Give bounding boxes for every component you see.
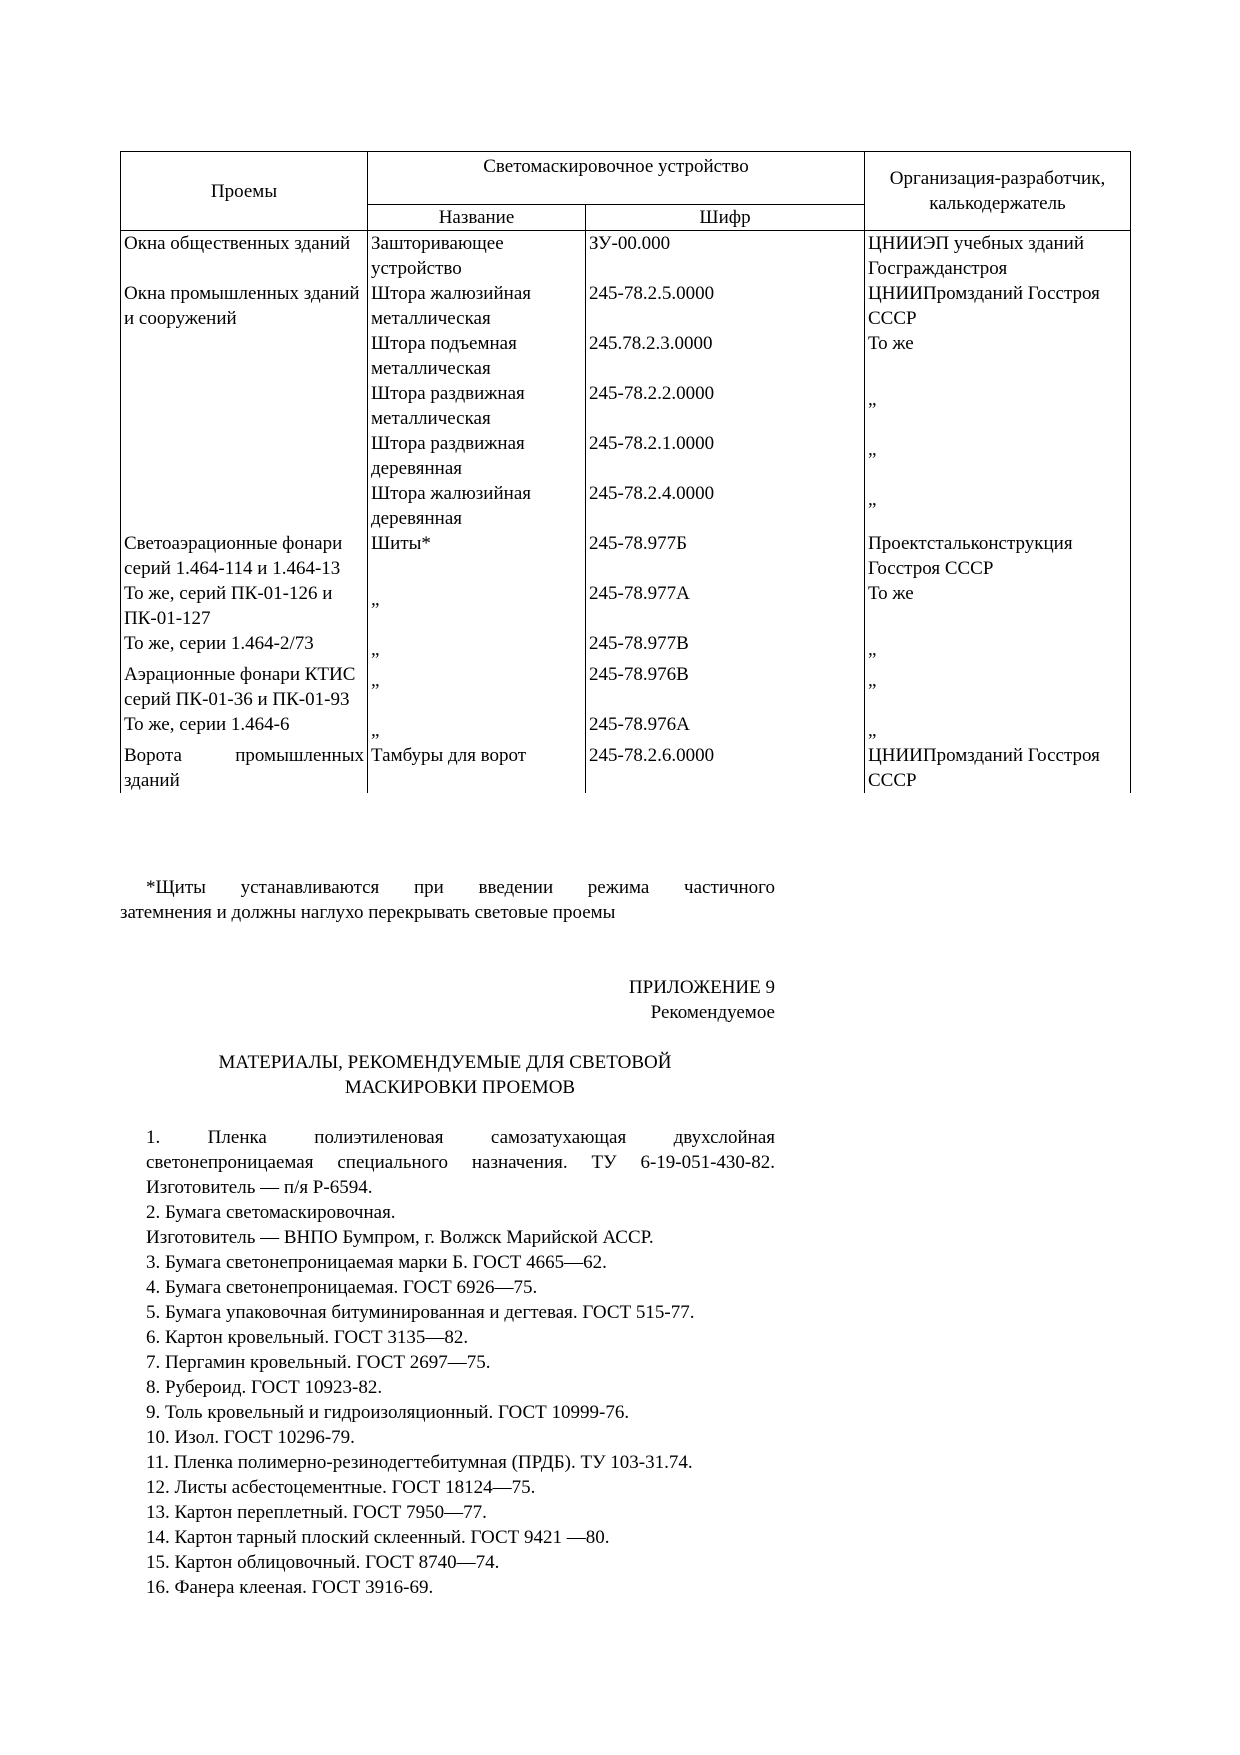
list-item: 8. Рубероид. ГОСТ 10923-82. [146,1377,383,1398]
ditto-mark: „ [868,389,877,410]
cell-opening: Окна промышленных зданий и сооружений [121,281,368,331]
cell-org [865,712,1131,743]
list-item: 16. Фанера клееная. ГОСТ 3916-69. [146,1577,434,1598]
list-item: 6. Картон кровельный. ГОСТ 3135—82. [146,1327,469,1348]
cell-name: Штора жалюзийная металлическая [368,281,586,331]
cell-code: 245-78.2.4.0000 [586,481,865,531]
header-org: Организация-разработчик, калькодержатель [865,152,1131,231]
cell-name: Штора раздвижная металлическая [368,381,586,431]
ditto-mark: „ [371,720,380,741]
table-row [121,631,1131,662]
list-item: 11. Пленка полимерно-резинодегтебитумная (ПРДБ). ТУ 103-31.74. [146,1452,693,1473]
cell-opening [121,431,368,481]
cell-code: 245-78.977Б [586,531,865,581]
list-item: 4. Бумага светонепроницаемая. ГОСТ 6926—75. [146,1277,538,1298]
header-openings: Проемы [121,152,368,231]
blackout-devices-table [120,151,1131,793]
cell-opening [121,381,368,431]
cell-code: 245-78.977А [586,581,865,631]
table-row [121,381,1131,431]
cell-name: Штора жалюзийная деревянная [368,481,586,531]
list-item: 3. Бумага светонепроницаемая марки Б. ГОСТ 4665—62. [146,1252,607,1273]
list-item-line: 1. Пленка полиэтиленовая самозатухающая двухслойная [146,1127,775,1148]
cell-org [865,381,1131,431]
list-item: 15. Картон облицовочный. ГОСТ 8740—74. [146,1552,500,1573]
cell-code: 245-78.977В [586,631,865,662]
appendix-label [120,975,775,1025]
list-item [120,1125,775,1200]
table-row [121,281,1131,331]
cell-name: Шиты* [368,531,586,581]
cell-opening: Светоаэрационные фонари серий 1.464-114 и 1.464-13 [121,531,368,581]
cell-org: То же [865,581,1131,631]
cell-code: 245.78.2.3.0000 [586,331,865,381]
cell-org: То же [865,331,1131,381]
cell-opening: Окна общественных зданий [121,231,368,282]
cell-opening [121,481,368,531]
appendix-subtitle: Рекомендуемое [650,1002,775,1023]
cell-opening: То же, серий ПК-01-126 и ПК-01-127 [121,581,368,631]
ditto-mark: „ [868,489,877,510]
appendix-title: ПРИЛОЖЕНИЕ 9 [628,977,775,998]
table-row [121,662,1131,712]
table-row [121,231,1131,282]
cell-opening [121,743,368,793]
cell-code: 245-78.2.2.0000 [586,381,865,431]
cell-code: 245-78.2.5.0000 [586,281,865,331]
cell-org [865,431,1131,481]
table-row [121,431,1131,481]
list-item-line: светонепроницаемая специального назначения. ТУ 6-19-051-430-82. [146,1152,775,1173]
list-item: 13. Картон переплетный. ГОСТ 7950—77. [146,1502,487,1523]
cell-org [865,481,1131,531]
ditto-mark: „ [371,589,380,610]
table-row [121,531,1131,581]
ditto-mark: „ [868,720,877,741]
header-name: Название [368,205,586,231]
cell-opening-line2: зданий [124,770,180,791]
cell-name: Штора подъемная металлическая [368,331,586,381]
list-item: Изготовитель — ВНПО Бумпром, г. Волжск Марийской АССР. [146,1227,654,1248]
cell-code: 245-78.976А [586,712,865,743]
cell-opening [121,331,368,381]
cell-opening-line1: Ворота промышленных [124,745,364,766]
cell-org: ЦНИИПромзданий Госстроя СССР [865,743,1131,793]
table-row [121,581,1131,631]
list-item: 9. Толь кровельный и гидроизоляционный. ГОСТ 10999-76. [146,1402,630,1423]
cell-name: Тамбуры для ворот [368,743,586,793]
list-item: 5. Бумага упаковочная битуминированная и дегтевая. ГОСТ 515-77. [146,1302,695,1323]
cell-opening: То же, серии 1.464-2/73 [121,631,368,662]
table-row [121,712,1131,743]
footnote-line2: затемнения и должны наглухо перекрывать световые проемы [120,902,616,923]
cell-name [368,581,586,631]
table-row [121,743,1131,793]
cell-org [865,631,1131,662]
cell-org [865,662,1131,712]
section-heading [120,1050,800,1100]
list-item: 2. Бумага светомаскировочная. [146,1202,396,1223]
footnote-line1: *Щиты устанавливаются при введении режима частичного [146,877,775,898]
cell-opening: Аэрационные фонари КТИС серий ПК-01-36 и ПК-01-93 [121,662,368,712]
cell-name [368,712,586,743]
ditto-mark: „ [371,639,380,660]
list-item: 14. Картон тарный плоский склеенный. ГОСТ 9421 —80. [146,1527,610,1548]
cell-org: Проектстальконструкция Госстроя СССР [865,531,1131,581]
cell-code: 245-78.2.6.0000 [586,743,865,793]
heading-line2: МАСКИРОВКИ ПРОЕМОВ [344,1077,576,1098]
cell-name: Штора раздвижная деревянная [368,431,586,481]
cell-code: ЗУ-00.000 [586,231,865,282]
table-footnote [120,875,775,925]
cell-name [368,662,586,712]
list-item-line: Изготовитель — п/я Р-6594. [146,1177,373,1198]
header-code: Шифр [586,205,865,231]
header-device: Светомаскировочное устройство [368,152,865,205]
ditto-mark: „ [371,670,380,691]
ditto-mark: „ [868,439,877,460]
cell-name: Зашторивающее устройство [368,231,586,282]
table-row [121,331,1131,381]
cell-org: ЦНИИПромзданий Госстроя СССР [865,281,1131,331]
list-item: 12. Листы асбестоцементные. ГОСТ 18124—75. [146,1477,536,1498]
ditto-mark: „ [868,670,877,691]
heading-line1: МАТЕРИАЛЫ, РЕКОМЕНДУЕМЫЕ ДЛЯ СВЕТОВОЙ [218,1052,672,1073]
cell-code: 245-78.2.1.0000 [586,431,865,481]
ditto-mark: „ [868,639,877,660]
table-row [121,481,1131,531]
cell-name [368,631,586,662]
cell-opening: То же, серии 1.464-6 [121,712,368,743]
list-item: 10. Изол. ГОСТ 10296-79. [146,1427,355,1448]
cell-org: ЦНИИЭП учебных зданий Госгражданстроя [865,231,1131,282]
list-item: 7. Пергамин кровельный. ГОСТ 2697—75. [146,1352,491,1373]
materials-list [120,1125,775,1600]
cell-code: 245-78.976В [586,662,865,712]
